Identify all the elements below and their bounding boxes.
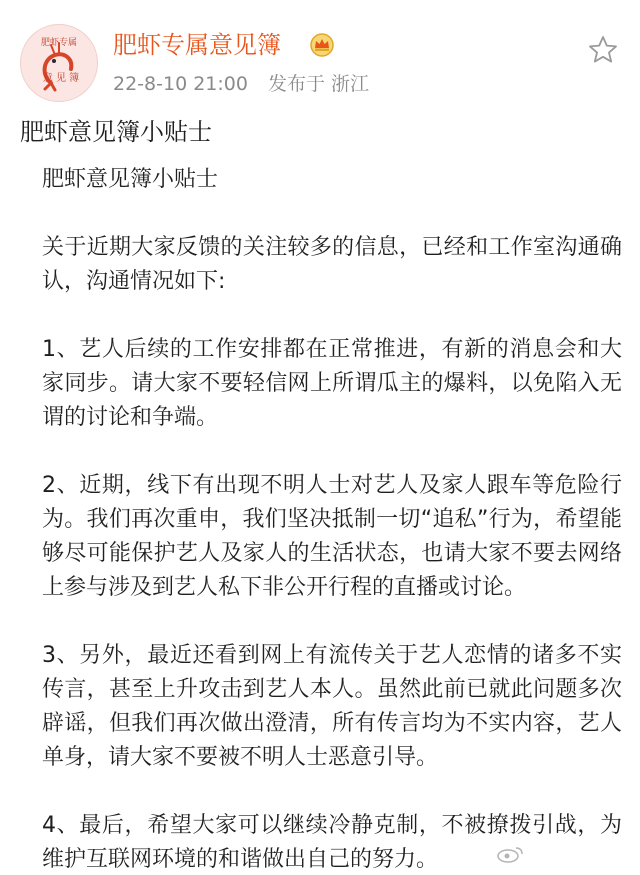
username[interactable]: 肥虾专属意见簿 [113, 31, 281, 59]
post-location: 发布于 浙江 [268, 73, 370, 95]
paragraph-heading: 肥虾意见簿小贴士 [42, 167, 219, 192]
svg-text:肥虾专属: 肥虾专属 [40, 38, 78, 48]
paragraph-2: 2、近期，线下有出现不明人士对艺人及家人跟车等危险行为。我们再次重申，我们坚决抵制一切“追私”行为，希望能够尽可能保护艺人及家人的生活状态，也请大家不要去网络上参与涉及到艺人私下非公开行程的直播或讨论。 [42, 473, 622, 600]
avatar-shrimp-icon [21, 25, 97, 101]
star-icon[interactable] [587, 34, 619, 66]
post-content [42, 163, 622, 875]
post-meta [113, 72, 369, 96]
svg-text:意 见 簿: 意 见 簿 [42, 73, 80, 84]
paragraph-3: 3、另外，最近还看到网上有流传关于艺人恋情的诸多不实传言，甚至上升攻击到艺人本人。虽然此前已就此问题多次辟谣，但我们再次做出澄清，所有传言均为不实内容，艺人单身，请大家不要被不明人士恶意引导。 [42, 643, 622, 770]
paragraph-1: 1、艺人后续的工作安排都在正常推进，有新的消息会和大家同步。请大家不要轻信网上所谓瓜主的爆料，以免陷入无谓的讨论和争端。 [42, 337, 622, 430]
crown-badge-icon [309, 33, 335, 57]
post-title: 肥虾意见簿小贴士 [20, 118, 212, 146]
weibo-watermark-icon [496, 845, 524, 863]
paragraph-4: 4、最后，希望大家可以继续冷静克制，不被撩拨引战，为维护互联网环境的和谐做出自己的努力。 [42, 813, 622, 872]
avatar[interactable] [20, 24, 98, 102]
paragraph-intro: 关于近期大家反馈的关注较多的信息，已经和工作室沟通确认，沟通情况如下: [42, 235, 622, 294]
post-header [0, 0, 640, 108]
post-date: 22-8-10 21:00 [113, 73, 248, 95]
